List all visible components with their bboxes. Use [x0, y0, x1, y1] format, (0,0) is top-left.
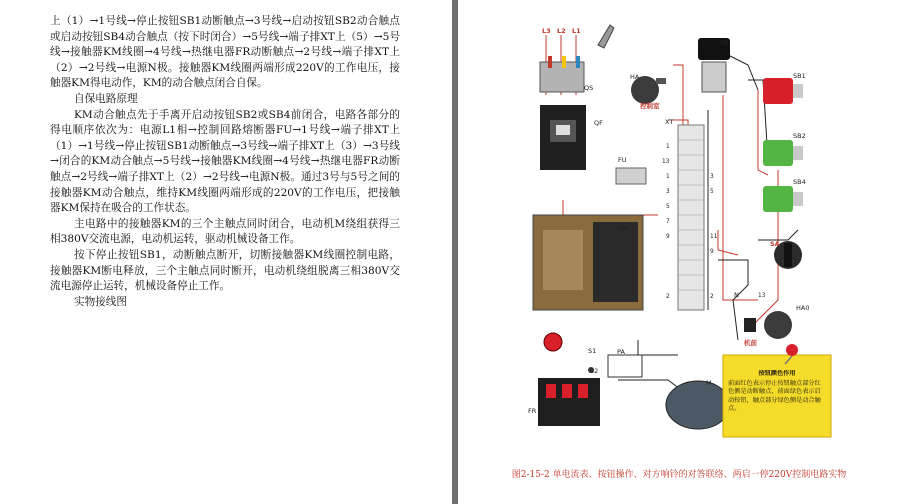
terminal-number: 3 — [666, 189, 670, 195]
label-sa: SA — [770, 240, 780, 248]
terminal-number: 11 — [710, 234, 718, 240]
terminal-number: 13 — [662, 159, 670, 165]
label-l1: L1 — [572, 27, 581, 35]
terminal-number: 1 — [666, 174, 670, 180]
bell-ha0 — [744, 311, 792, 339]
label-l3: L3 — [542, 27, 551, 35]
thermal-relay-fr — [538, 378, 600, 426]
button-sb4 — [763, 186, 803, 212]
section-heading: 实物接线图 — [74, 295, 127, 308]
paragraph: 按下停止按钮SB1，动断触点断开，切断接触器KM线圈控制电路，接触器KM断电释放，三个主触点同时断开，电动机绕组脱离三相380V交流电源停止运转，机械设备停止工作。 — [50, 248, 400, 293]
fuse-fu — [616, 168, 646, 184]
label-control-room: 控制室 — [640, 102, 660, 110]
terminal-number: 3 — [710, 174, 714, 180]
label-sb2: SB2 — [793, 132, 806, 140]
label-m: M — [706, 379, 712, 387]
paragraph: 上（1）→1号线→停止按钮SB1动断触点→3号线→启动按钮SB2动合触点或启动按钮SB4动合触点（按下时闭合）→5号线→端子排XT上（5）→5号线→接触器KM线圈→4号线→热继电器FR动断触点→2号线→端子排XT上（2）→2号线→电源N极。接触器KM线圈两端形成220V的工作电压，接触器KM得电动作，KM的动合触点闭合自保。 — [50, 15, 400, 90]
label-ha0: HA0 — [796, 304, 810, 312]
label-s1: S1 — [588, 347, 597, 355]
section-heading: 自保电路原理 — [74, 92, 138, 105]
label-s2: S2 — [590, 367, 599, 375]
label-qs: QS — [584, 84, 594, 92]
label-ha: HA — [630, 73, 640, 81]
button-sb1 — [763, 78, 803, 104]
label-fr: FR — [528, 407, 537, 415]
terminal-number: 5 — [710, 189, 714, 195]
wiring-figure — [458, 0, 900, 460]
paragraph: 主电路中的接触器KM的三个主触点同时闭合，电动机M绕组获得三相380V交流电源，电动机运转，驱动机械设备工作。 — [50, 217, 400, 246]
label-xt: XT — [665, 118, 674, 126]
terminal-number: 1 — [666, 144, 670, 150]
label-sb: SB — [720, 39, 729, 47]
terminal-number: 2 — [710, 294, 714, 300]
note-title: 按钮颜色作用 — [758, 370, 796, 377]
note-body: 前面红色表示停止按钮触点部分红色侧是动断触点，前面绿色表示启动按钮，触点部分绿色侧是动合触点。 — [728, 380, 821, 412]
label-n: N — [734, 291, 739, 299]
button-sb2 — [763, 140, 803, 166]
isolator-qs — [540, 25, 614, 92]
figure-caption: 图2-15-2 单电流表、按钮操作、对方响铃的对答联络、两启一停220V控制电路实物 — [511, 470, 847, 480]
terminal-number: 13 — [758, 293, 766, 299]
label-sb4: SB4 — [793, 178, 806, 186]
breaker-qf — [540, 105, 586, 170]
terminal-number: 9 — [710, 249, 714, 255]
terminal-number: 5 — [666, 204, 670, 210]
label-sb1: SB1 — [793, 72, 806, 80]
label-fu: FU — [618, 156, 627, 164]
label-km: KM — [618, 224, 628, 232]
label-l2: L2 — [557, 27, 566, 35]
terminal-block-xt — [678, 125, 704, 310]
label-pa: PA — [617, 348, 625, 356]
paragraph: KM动合触点先于手离开启动按钮SB2或SB4前闭合，电路各部分的得电顺序依次为：电源L1相→控制回路熔断器FU→1号线→端子排XT上（1）→1号线→停止按钮SB1动断触点→3号线→端子排XT上（3）→3号线→闭合的KM动合触点→5号线→接触器KM线圈→4号线→热继电器FR动断触点→2号线→端子排XT上（2）→2号线→电源N极。通过3号与5号之间的接触器KM动合触点，维持KM线圈两端形成的220V的工作电压，把接触器KM保持在吸合的工作状态。 — [50, 108, 400, 215]
body-text — [50, 14, 400, 310]
right-page — [458, 0, 900, 504]
label-qf: QF — [594, 119, 603, 127]
label-machine-side: 机前 — [744, 339, 757, 347]
terminal-number: 9 — [666, 234, 670, 240]
terminal-number: 7 — [666, 219, 670, 225]
terminal-number: 2 — [666, 294, 670, 300]
